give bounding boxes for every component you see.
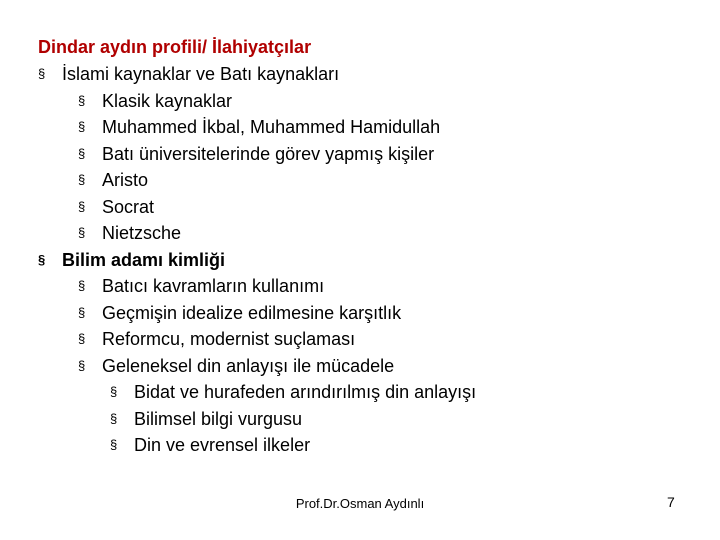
bullet-text: Batıcı kavramların kullanımı — [102, 276, 325, 296]
bullet-marker-icon: § — [78, 225, 86, 240]
bullet-marker-icon: § — [78, 172, 86, 187]
bullet-text: Klasik kaynaklar — [102, 90, 233, 111]
bullet-item — [38, 248, 225, 272]
bullet-marker-icon: § — [78, 304, 86, 320]
bullet-item — [78, 142, 434, 166]
bullet-marker-icon: § — [110, 410, 118, 426]
bullet-text: Muhammed İkbal, Muhammed Hamidullah — [102, 117, 441, 137]
bullet-text: Nietzsche — [102, 223, 182, 243]
page-number: 7 — [667, 494, 675, 510]
bullet-text: Batı üniversitelerinde görev yapmış kişiler — [102, 143, 435, 164]
bullet-text: İslami kaynaklar ve Batı kaynakları — [62, 64, 340, 84]
bullet-text: Geçmişin idealize edilmesine karşıtlık — [102, 302, 402, 323]
bullet-text: Bilimsel bilgi vurgusu — [134, 408, 303, 429]
bullet-item — [78, 354, 394, 378]
bullet-item — [78, 301, 401, 325]
bullet-marker-icon: § — [78, 357, 86, 373]
bullet-item — [78, 168, 148, 192]
bullet-text: Geleneksel din anlayışı ile mücadele — [102, 355, 395, 376]
bullet-text: Socrat — [102, 196, 155, 217]
bullet-marker-icon: § — [78, 278, 86, 293]
bullet-text: Aristo — [102, 170, 149, 190]
bullet-marker-icon: § — [110, 437, 118, 452]
bullet-item — [78, 221, 181, 245]
footer-author: Prof.Dr.Osman Aydınlı — [295, 496, 425, 511]
bullet-text: Reformcu, modernist suçlaması — [102, 329, 356, 349]
bullet-text: Bilim adamı kimliği — [62, 249, 226, 270]
bullet-text: Din ve evrensel ilkeler — [134, 435, 311, 455]
bullet-item — [78, 327, 355, 351]
bullet-marker-icon: § — [78, 331, 86, 346]
bullet-item — [78, 89, 232, 113]
bullet-item — [78, 195, 154, 219]
bullet-marker-icon: § — [110, 384, 118, 399]
bullet-text: Bidat ve hurafeden arındırılmış din anlayışı — [134, 382, 477, 402]
bullet-item — [110, 433, 310, 457]
bullet-item — [110, 380, 476, 404]
bullet-marker-icon: § — [38, 66, 46, 81]
bullet-marker-icon: § — [78, 92, 86, 108]
bullet-marker-icon: § — [78, 145, 86, 161]
bullet-marker-icon: § — [78, 119, 86, 134]
bullet-item — [78, 115, 440, 139]
bullet-marker-icon: § — [78, 198, 86, 214]
bullet-item — [38, 62, 339, 86]
bullet-item — [78, 274, 324, 298]
bullet-marker-icon: § — [38, 251, 46, 267]
bullet-item — [110, 407, 302, 431]
slide-title: Dindar aydın profili/ İlahiyatçılar — [38, 37, 312, 57]
